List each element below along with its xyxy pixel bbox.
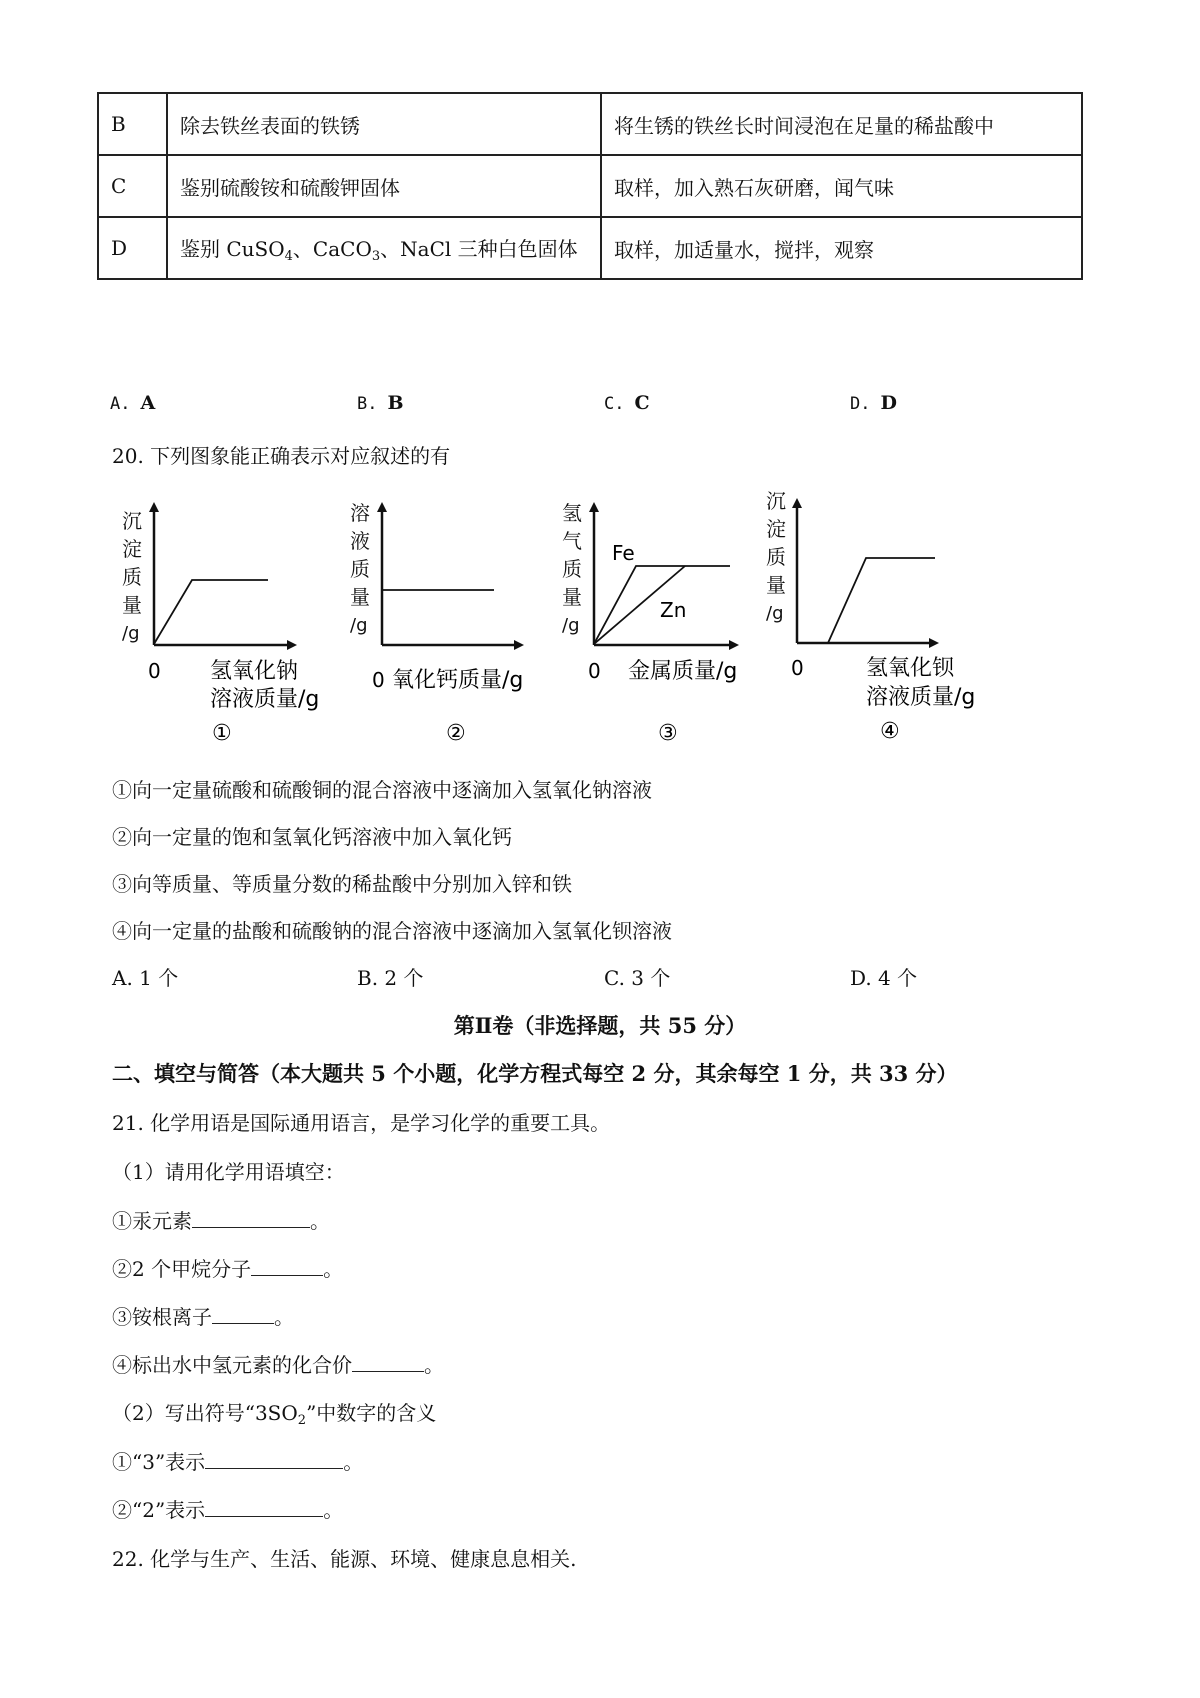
choice-a: A. A <box>110 392 156 414</box>
answer-blank <box>352 1353 424 1372</box>
table-row <box>98 217 1082 279</box>
svg-text:/g: /g <box>122 623 140 644</box>
row-method: 将生锈的铁丝长时间浸泡在足量的稀盐酸中 <box>601 93 1082 155</box>
choice-c: C. C <box>604 392 650 414</box>
svg-text:质: 质 <box>562 557 582 581</box>
answer-blank <box>205 1498 323 1517</box>
svg-text:淀: 淀 <box>766 517 786 541</box>
row-method: 取样，加入熟石灰研磨，闻气味 <box>601 155 1082 217</box>
row-key: B <box>98 93 167 155</box>
q21-part1: （1）请用化学用语填空： <box>112 1160 345 1184</box>
q21-item-3: ③铵根离子 。 <box>112 1305 294 1329</box>
svg-text:量: 量 <box>562 585 582 609</box>
q20-statement-3: ③向等质量、等质量分数的稀盐酸中分别加入锌和铁 <box>112 872 572 896</box>
graph-2 <box>350 501 523 746</box>
choice-b: B. B <box>357 392 404 414</box>
svg-text:溶液质量/g: 溶液质量/g <box>210 687 320 712</box>
graph2-origin: 0 <box>372 668 385 692</box>
svg-text:质: 质 <box>350 557 370 581</box>
graph4-ylabel: 沉 <box>766 489 786 513</box>
graph3-origin: 0 <box>588 659 601 683</box>
row-item: 鉴别 CuSO$_4$、CaCO$_3$、NaCl 三种白色固体 <box>167 217 601 279</box>
q20-choice-a: A. 1 个 <box>112 966 179 990</box>
graph-3 <box>562 501 737 746</box>
answer-blank <box>192 1209 310 1228</box>
row-item: 除去铁丝表面的铁锈 <box>167 93 601 155</box>
graph3-number: ③ <box>658 721 678 746</box>
q20-statement-1: ①向一定量硫酸和硫酸铜的混合溶液中逐滴加入氢氧化钠溶液 <box>112 778 652 802</box>
q21-item-4: ④标出水中氢元素的化合价 。 <box>112 1353 444 1377</box>
graph-1 <box>122 506 319 746</box>
graph1-number: ① <box>212 721 232 746</box>
answer-blank <box>205 1450 343 1469</box>
section2-title: 第Ⅱ卷（非选择题，共 55 分） <box>453 1013 747 1038</box>
q21-part2-item-2: ②“2”表示 。 <box>112 1498 344 1522</box>
q21-item-1: ①汞元素 。 <box>112 1209 330 1233</box>
choice-d: D. D <box>850 392 897 414</box>
row-item: 鉴别硫酸铵和硫酸钾固体 <box>167 155 601 217</box>
options-table <box>97 92 1083 280</box>
graph1-ylabel: 沉 <box>122 509 142 533</box>
graph1-xlabel: 氢氧化钠 <box>210 659 299 684</box>
part2-heading: 二、填空与简答（本大题共 5 个小题，化学方程式每空 2 分，其余每空 1 分，共 33 分） <box>112 1061 958 1086</box>
q20-stem: 20. 下列图象能正确表示对应叙述的有 <box>112 444 451 468</box>
graph3-series-fe: Fe <box>612 541 635 565</box>
graph4-xlabel: 氢氧化钡 <box>866 656 955 681</box>
graph1-origin: 0 <box>148 659 161 683</box>
svg-text:液: 液 <box>350 529 370 553</box>
svg-text:质: 质 <box>766 545 786 569</box>
q21-part2: （2）写出符号“$3SO_2$”中数字的含义 <box>112 1401 437 1428</box>
q20-choice-b: B. 2 个 <box>357 966 424 990</box>
svg-text:量: 量 <box>766 573 786 597</box>
table-row <box>98 155 1082 217</box>
row-method: 取样，加适量水，搅拌，观察 <box>601 217 1082 279</box>
q22-stem: 22. 化学与生产、生活、能源、环境、健康息息相关. <box>112 1547 577 1571</box>
graph2-xlabel: 氧化钙质量/g <box>392 668 524 693</box>
answer-blank <box>251 1257 323 1276</box>
svg-text:/g: /g <box>562 615 580 636</box>
svg-text:淀: 淀 <box>122 537 142 561</box>
svg-text:量: 量 <box>122 593 142 617</box>
graph4-origin: 0 <box>791 656 804 680</box>
svg-text:气: 气 <box>562 529 582 553</box>
q21-stem: 21. 化学用语是国际通用语言，是学习化学的重要工具。 <box>112 1111 611 1135</box>
q20-statement-4: ④向一定量的盐酸和硫酸钠的混合溶液中逐滴加入氢氧化钡溶液 <box>112 919 672 943</box>
svg-text:/g: /g <box>766 603 784 624</box>
graph4-curve <box>828 558 935 643</box>
q21-item-2: ②2 个甲烷分子 。 <box>112 1257 344 1281</box>
q20-statement-2: ②向一定量的饱和氢氧化钙溶液中加入氧化钙 <box>112 825 512 849</box>
graph2-ylabel: 溶 <box>350 501 370 525</box>
graph2-number: ② <box>446 721 466 746</box>
q20-graphs <box>0 480 1200 750</box>
graph1-curve <box>154 580 268 644</box>
q20-choice-d: D. 4 个 <box>850 966 918 990</box>
graph-4 <box>766 489 975 744</box>
svg-text:溶液质量/g: 溶液质量/g <box>866 685 976 710</box>
svg-text:量: 量 <box>350 585 370 609</box>
graph4-number: ④ <box>880 719 900 744</box>
svg-text:/g: /g <box>350 615 368 636</box>
graph3-ylabel: 氢 <box>562 501 582 525</box>
row-key: D <box>98 217 167 279</box>
table-row <box>98 93 1082 155</box>
graph3-series-zn: Zn <box>660 598 687 622</box>
graph3-xlabel: 金属质量/g <box>628 659 738 684</box>
row-key: C <box>98 155 167 217</box>
q20-choice-c: C. 3 个 <box>604 966 671 990</box>
svg-text:质: 质 <box>122 565 142 589</box>
q21-part2-item-1: ①“3”表示 。 <box>112 1450 364 1474</box>
answer-blank <box>212 1305 274 1324</box>
